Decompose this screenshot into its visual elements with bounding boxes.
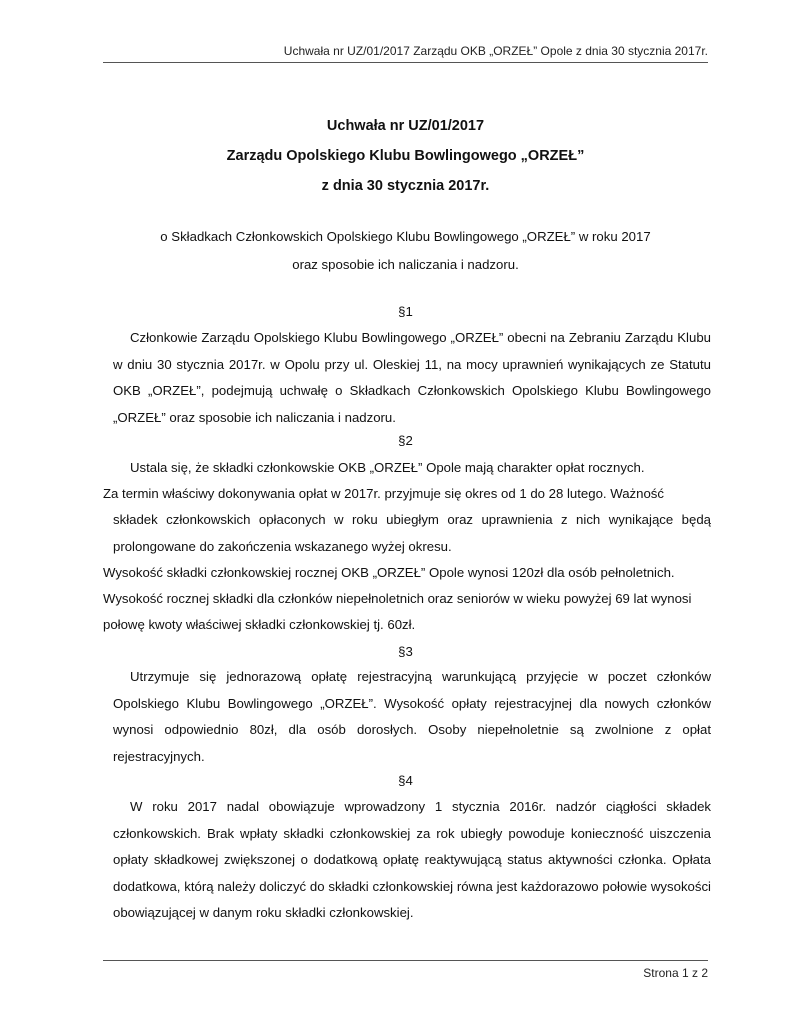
section-2-fee-line: Wysokość składki członkowskiej rocznej OKB „ORZEŁ” Opole wynosi 120zł dla osób pełnoletnich. bbox=[103, 565, 675, 580]
running-header: Uchwała nr UZ/01/2017 Zarządu OKB „ORZEŁ” Opole z dnia 30 stycznia 2017r. bbox=[283, 44, 708, 58]
page-number: Strona 1 z 2 bbox=[643, 966, 708, 980]
section-2-reduced-fee-line: Wysokość rocznej składki dla członków niepełnoletnich oraz seniorów w wieku powyżej 69 lat wynosi bbox=[103, 591, 692, 606]
document-title-date: z dnia 30 stycznia 2017r. bbox=[321, 178, 490, 194]
section-1-heading: §1 bbox=[398, 304, 413, 319]
section-2-paragraph-1: Ustala się, że składki członkowskie OKB „ORZEŁ” Opole mają charakter opłat rocznych. bbox=[130, 460, 645, 475]
section-2-validity-paragraph: składek członkowskich opłaconych w roku ubiegłym oraz uprawnienia z nich wynikające będą prolongowane do zakończenia wskazanego wyżej okresu. bbox=[113, 512, 711, 554]
section-3-paragraph: Utrzymuje się jednorazową opłatę rejestracyjną warunkującą przyjęcie w poczet członków Opolskiego Klubu Bowlingowego „ORZEŁ”. Wysokość opłaty rejestracyjnej dla nowych członków wynosi odpowiednio 80zł, dla osób dorosłych. Osoby niepełnoletnie są zwolnione z opłat rejestracyjnych. bbox=[113, 669, 711, 764]
section-2-heading: §2 bbox=[398, 433, 413, 448]
document-title-issuer: Zarządu Opolskiego Klubu Bowlingowego „ORZEŁ” bbox=[226, 148, 585, 164]
section-2-reduced-fee-amount: połowę kwoty właściwej składki członkowskiej tj. 60zł. bbox=[103, 617, 416, 632]
section-4-paragraph: W roku 2017 nadal obowiązuje wprowadzony 1 stycznia 2016r. nadzór ciągłości składek członkowskich. Brak wpłaty składki członkowskiej za rok ubiegły powoduje konieczność uiszczenia opłaty składkowej zwiększonej o dodatkową opłatę reaktywującą status aktywności członka. Opłata dodatkowa, którą należy doliczyć do składki członkowskiej równa jest każdorazowo połowie wysokości obowiązującej w danym roku składki członkowskiej. bbox=[113, 799, 711, 920]
subject-line-1: o Składkach Członkowskich Opolskiego Klubu Bowlingowego „ORZEŁ” w roku 2017 bbox=[160, 229, 651, 244]
section-2-deadline-line: Za termin właściwy dokonywania opłat w 2017r. przyjmuje się okres od 1 do 28 lutego. Ważność bbox=[103, 486, 664, 501]
subject-line-2: oraz sposobie ich naliczania i nadzoru. bbox=[292, 257, 519, 272]
footer-rule bbox=[103, 960, 708, 961]
header-rule bbox=[103, 62, 708, 63]
section-1-paragraph: Członkowie Zarządu Opolskiego Klubu Bowlingowego „ORZEŁ” obecni na Zebraniu Zarządu Klubu w dniu 30 stycznia 2017r. w Opolu przy ul. Oleskiej 11, na mocy uprawnień wynikających ze Statutu OKB „ORZEŁ”, podejmują uchwałę o Składkach Członkowskich Opolskiego Klubu Bowlingowego „ORZEŁ” oraz sposobie ich naliczania i nadzoru. bbox=[113, 330, 711, 425]
section-3-heading: §3 bbox=[398, 644, 413, 659]
document-title: Uchwała nr UZ/01/2017 bbox=[326, 118, 485, 134]
section-4-heading: §4 bbox=[398, 773, 413, 788]
